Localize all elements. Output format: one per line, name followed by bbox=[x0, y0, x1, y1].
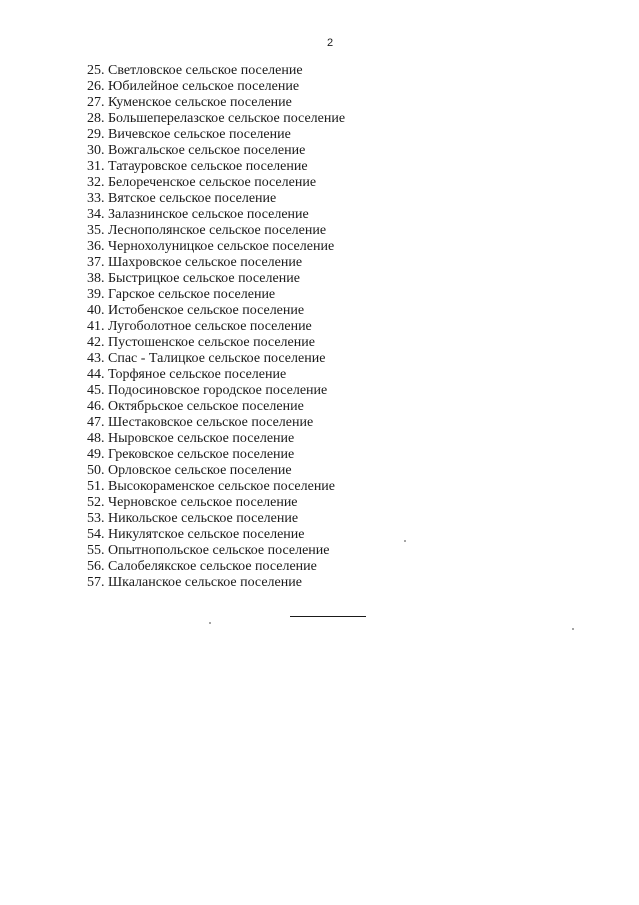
list-item-number: 42 . bbox=[87, 335, 108, 350]
list-item bbox=[87, 575, 345, 591]
list-item-text: Салобелякское сельское поселение bbox=[108, 559, 317, 574]
list-item-text: Грековское сельское поселение bbox=[108, 447, 295, 462]
list-item-text: Гарское сельское поселение bbox=[108, 287, 276, 302]
list-item-text: Орловское сельское поселение bbox=[108, 463, 292, 478]
list-item-number: 29 . bbox=[87, 127, 108, 142]
list-item bbox=[87, 303, 345, 319]
list-item bbox=[87, 415, 345, 431]
list-item-text: Быстрицкое сельское поселение bbox=[108, 271, 300, 286]
list-item bbox=[87, 511, 345, 527]
list-item bbox=[87, 255, 345, 271]
list-item-number: 47 . bbox=[87, 415, 108, 430]
list-item-text: Никольское сельское поселение bbox=[108, 511, 299, 526]
list-item-text: Высокораменское сельское поселение bbox=[108, 479, 336, 494]
list-item-number: 32 . bbox=[87, 175, 108, 190]
list-item-text: Куменское сельское поселение bbox=[108, 95, 292, 110]
list-item-number: 31 . bbox=[87, 159, 108, 174]
list-item-text: Светловское сельское поселение bbox=[108, 63, 303, 78]
list-item-text: Вожгальское сельское поселение bbox=[108, 143, 306, 158]
list-item-number: 49 . bbox=[87, 447, 108, 462]
list-item bbox=[87, 63, 345, 79]
list-item-number: 30 . bbox=[87, 143, 108, 158]
list-item-number: 50 . bbox=[87, 463, 108, 478]
page-number: 2 bbox=[326, 37, 334, 49]
list-item-text: Шкаланское сельское поселение bbox=[108, 575, 302, 590]
list-item bbox=[87, 95, 345, 111]
list-item-text: Пустошенское сельское поселение bbox=[108, 335, 315, 350]
list-item-text: Спас - Талицкое сельское поселение bbox=[108, 351, 326, 366]
list-item-text: Леснополянское сельское поселение bbox=[108, 223, 327, 238]
list-item-text: Ныровское сельское поселение bbox=[108, 431, 295, 446]
list-item bbox=[87, 367, 345, 383]
list-item-text: Октябрьское сельское поселение bbox=[108, 399, 304, 414]
list-item-number: 40 . bbox=[87, 303, 108, 318]
list-item-number: 37 . bbox=[87, 255, 108, 270]
list-item-number: 51 . bbox=[87, 479, 108, 494]
settlement-list bbox=[87, 63, 345, 591]
list-item bbox=[87, 351, 345, 367]
list-item bbox=[87, 527, 345, 543]
list-item bbox=[87, 399, 345, 415]
list-item-text: Вичевское сельское поселение bbox=[108, 127, 291, 142]
list-item-number: 26 . bbox=[87, 79, 108, 94]
list-item-number: 53 . bbox=[87, 511, 108, 526]
list-item-text: Подосиновское городское поселение bbox=[108, 383, 328, 398]
scan-speck bbox=[404, 540, 406, 542]
list-item-text: Истобенское сельское поселение bbox=[108, 303, 305, 318]
list-item-text: Шестаковское сельское поселение bbox=[108, 415, 314, 430]
list-item bbox=[87, 111, 345, 127]
list-item-text: Татауровское сельское поселение bbox=[108, 159, 308, 174]
list-item bbox=[87, 207, 345, 223]
scan-speck bbox=[572, 628, 574, 630]
list-item-text: Черновское сельское поселение bbox=[108, 495, 298, 510]
list-item-text: Белореченское сельское поселение bbox=[108, 175, 317, 190]
list-item-number: 25 . bbox=[87, 63, 108, 78]
list-item-text: Вятское сельское поселение bbox=[108, 191, 277, 206]
list-item-number: 33 . bbox=[87, 191, 108, 206]
scan-speck bbox=[209, 622, 211, 624]
list-item bbox=[87, 175, 345, 191]
list-item-number: 45 . bbox=[87, 383, 108, 398]
list-item bbox=[87, 271, 345, 287]
list-item-number: 46 . bbox=[87, 399, 108, 414]
list-item-number: 54 . bbox=[87, 527, 108, 542]
list-item-number: 35 . bbox=[87, 223, 108, 238]
list-item bbox=[87, 79, 345, 95]
list-item-number: 48 . bbox=[87, 431, 108, 446]
list-item bbox=[87, 159, 345, 175]
list-item-text: Большеперелазское сельское поселение bbox=[108, 111, 346, 126]
list-item bbox=[87, 479, 345, 495]
list-item bbox=[87, 447, 345, 463]
list-item bbox=[87, 335, 345, 351]
list-item-number: 55 . bbox=[87, 543, 108, 558]
list-item bbox=[87, 495, 345, 511]
list-item bbox=[87, 143, 345, 159]
list-item-text: Никулятское сельское поселение bbox=[108, 527, 305, 542]
list-item-number: 39 . bbox=[87, 287, 108, 302]
list-item-number: 56 . bbox=[87, 559, 108, 574]
list-item-number: 44 . bbox=[87, 367, 108, 382]
list-item-text: Юбилейное сельское поселение bbox=[108, 79, 300, 94]
closing-rule bbox=[290, 616, 366, 617]
list-item-number: 28 . bbox=[87, 111, 108, 126]
list-item bbox=[87, 383, 345, 399]
list-item bbox=[87, 463, 345, 479]
list-item bbox=[87, 287, 345, 303]
list-item-text: Лугоболотное сельское поселение bbox=[108, 319, 312, 334]
list-item bbox=[87, 239, 345, 255]
list-item-number: 52 . bbox=[87, 495, 108, 510]
list-item-number: 43 . bbox=[87, 351, 108, 366]
list-item-number: 34 . bbox=[87, 207, 108, 222]
list-item-text: Торфяное сельское поселение bbox=[108, 367, 287, 382]
list-item-number: 57 . bbox=[87, 575, 108, 590]
list-item bbox=[87, 191, 345, 207]
list-item-text: Залазнинское сельское поселение bbox=[108, 207, 309, 222]
list-item-number: 36 . bbox=[87, 239, 108, 254]
list-item-number: 27 . bbox=[87, 95, 108, 110]
list-item bbox=[87, 543, 345, 559]
list-item bbox=[87, 127, 345, 143]
list-item bbox=[87, 431, 345, 447]
list-item-number: 38 . bbox=[87, 271, 108, 286]
list-item-text: Опытнопольское сельское поселение bbox=[108, 543, 330, 558]
list-item bbox=[87, 223, 345, 239]
list-item bbox=[87, 559, 345, 575]
list-item-text: Чернохолуницкое сельское поселение bbox=[108, 239, 335, 254]
list-item-number: 41 . bbox=[87, 319, 108, 334]
list-item-text: Шахровское сельское поселение bbox=[108, 255, 303, 270]
list-item bbox=[87, 319, 345, 335]
